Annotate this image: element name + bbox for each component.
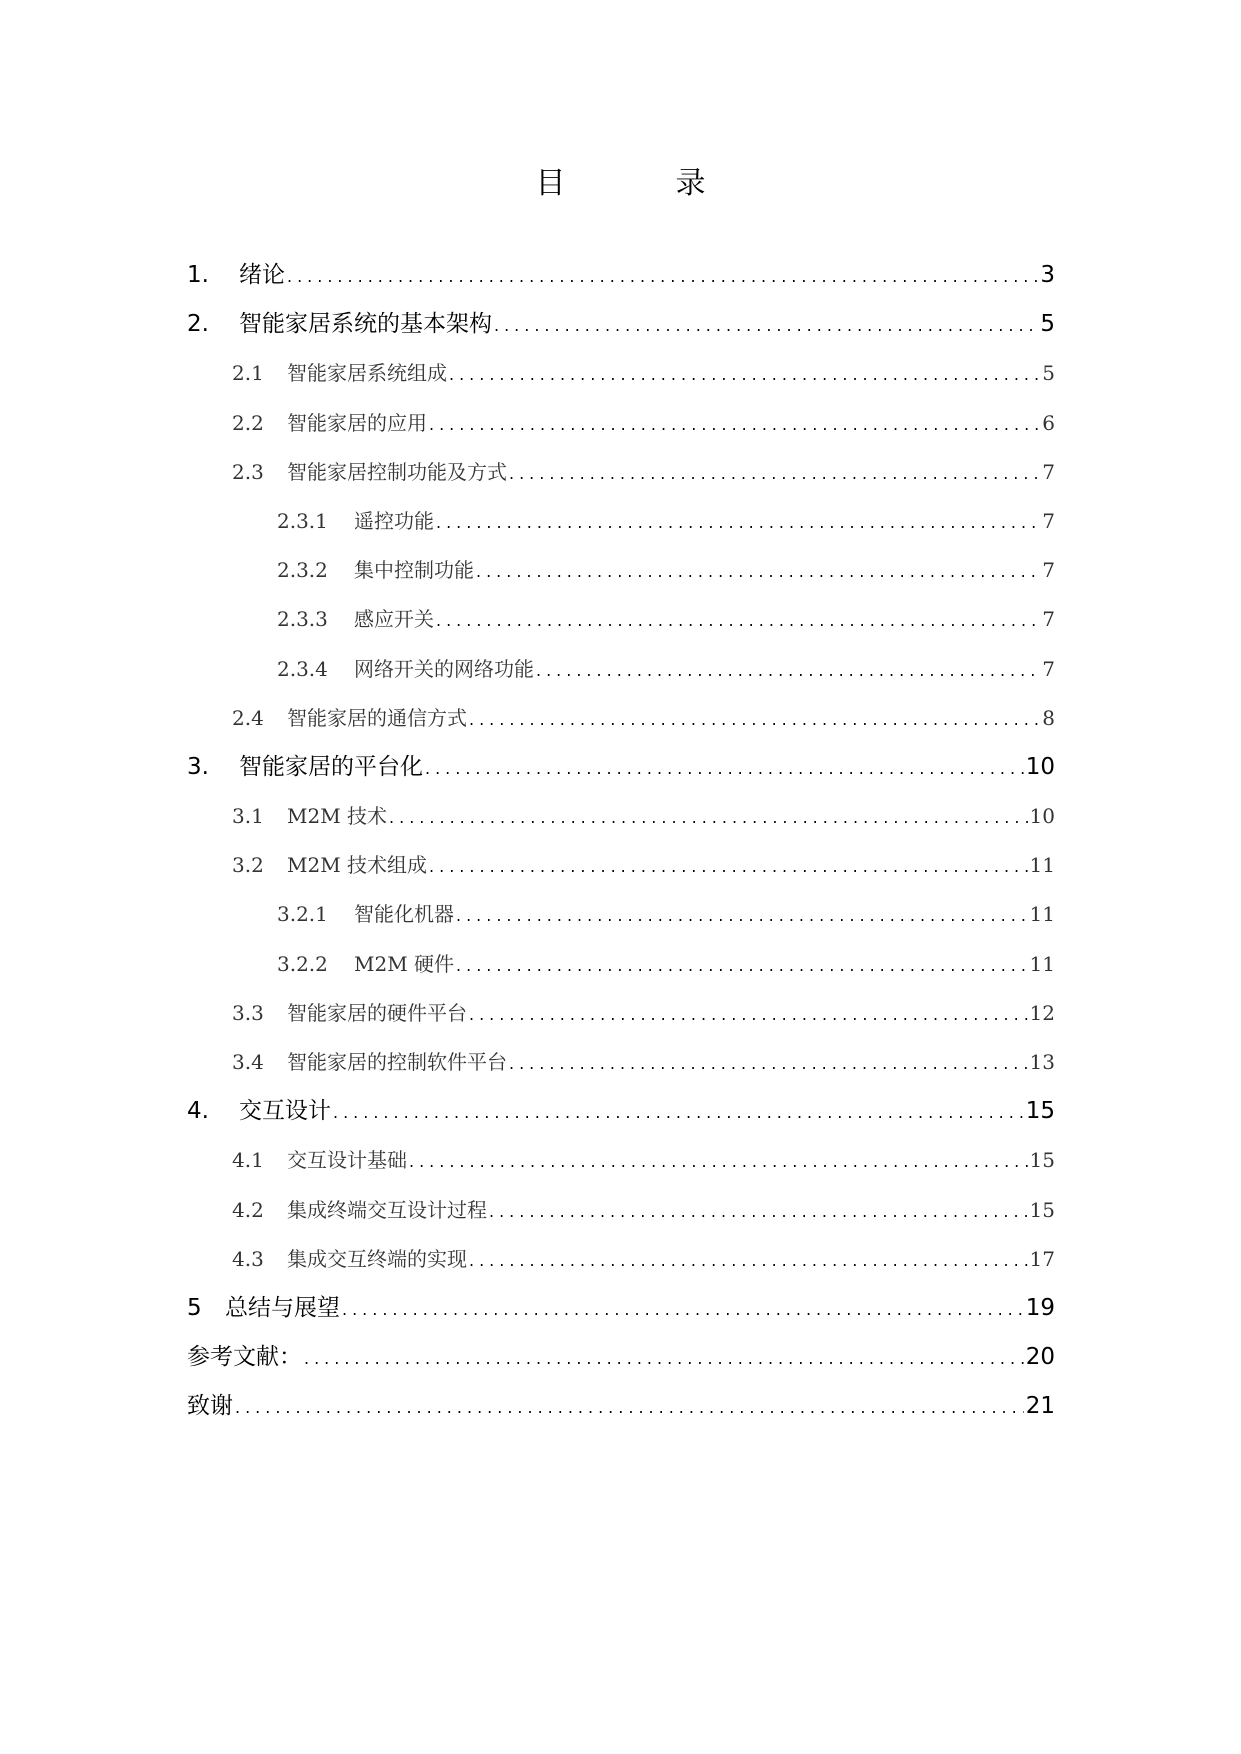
- toc-entry-page: 19: [1025, 1294, 1055, 1321]
- dot-leader: [429, 842, 1028, 891]
- toc-entry-number: 3.1: [232, 804, 264, 829]
- toc-entry-title: 智能化机器: [354, 902, 454, 927]
- toc-entry-page: 7: [1042, 607, 1055, 632]
- toc-entry[interactable]: [187, 1235, 1055, 1284]
- dot-leader: [425, 744, 1024, 793]
- toc-entry[interactable]: [187, 792, 1055, 841]
- toc-entry-page: 11: [1029, 902, 1055, 927]
- toc-entry-number: 2.2: [232, 410, 264, 435]
- toc-entry[interactable]: [187, 251, 1055, 300]
- toc-entry-page: 13: [1029, 1050, 1055, 1074]
- toc-entry[interactable]: [187, 349, 1055, 398]
- toc-entry-page: 5: [1042, 361, 1055, 386]
- dot-leader: [469, 990, 1028, 1039]
- toc-entry-title: 智能家居控制功能及方式: [287, 459, 507, 484]
- toc-entry-page: 7: [1042, 508, 1055, 533]
- toc-entry-number: 2.4: [232, 705, 264, 730]
- toc-entry[interactable]: [187, 399, 1055, 448]
- toc-entry[interactable]: [187, 595, 1055, 644]
- toc-entry-number: 3.2.1: [277, 902, 328, 927]
- dot-leader: [389, 793, 1028, 842]
- toc-entry-title: 集成交互终端的实现: [287, 1246, 467, 1271]
- toc-entry-title: 网络开关的网络功能: [354, 656, 534, 681]
- dot-leader: [304, 1334, 1024, 1383]
- dot-leader: [235, 1383, 1024, 1432]
- toc-entry-number: 3.2.2: [277, 951, 328, 976]
- toc-entry-page: 15: [1029, 1148, 1055, 1173]
- toc-entry-number: 2.1: [232, 361, 264, 386]
- toc-entry[interactable]: [187, 890, 1055, 939]
- toc-entry[interactable]: [187, 497, 1055, 546]
- toc-entry[interactable]: [187, 694, 1055, 743]
- toc-entry-number: 2.3.1: [277, 508, 328, 533]
- table-of-contents: [187, 251, 1055, 1432]
- toc-entry-page: 10: [1025, 753, 1055, 780]
- toc-entry-title: 致谢: [187, 1393, 233, 1420]
- toc-entry[interactable]: [187, 300, 1055, 349]
- dot-leader: [342, 1285, 1024, 1334]
- toc-entry-title: 智能家居系统的基本架构: [239, 311, 492, 338]
- toc-entry-number: 4.2: [232, 1197, 264, 1222]
- toc-entry-title: 智能家居的控制软件平台: [287, 1050, 507, 1074]
- dot-leader: [456, 941, 1028, 990]
- toc-entry-page: 7: [1042, 656, 1055, 681]
- toc-entry-number: 3.: [187, 753, 209, 780]
- toc-entry-title: 智能家居的通信方式: [287, 705, 467, 730]
- toc-entry-title: 智能家居系统组成: [287, 361, 447, 386]
- toc-entry-page: 11: [1029, 951, 1055, 976]
- toc-entry[interactable]: [187, 743, 1055, 792]
- toc-entry-title: 智能家居的硬件平台: [287, 1000, 467, 1025]
- toc-entry[interactable]: [187, 940, 1055, 989]
- toc-entry-number: 4.1: [232, 1148, 264, 1173]
- dot-leader: [536, 646, 1040, 695]
- toc-entry-title: 集成终端交互设计过程: [287, 1197, 487, 1222]
- toc-entry[interactable]: [187, 546, 1055, 595]
- dot-leader: [287, 252, 1038, 301]
- toc-entry-title: 参考文献：: [187, 1344, 302, 1371]
- toc-entry-number: 2.3: [232, 459, 264, 484]
- toc-entry-title: M2M 硬件: [354, 951, 455, 976]
- toc-entry-title: 智能家居的平台化: [239, 753, 423, 780]
- toc-entry-page: 7: [1042, 558, 1055, 583]
- toc-entry-number: 4.: [187, 1098, 209, 1125]
- toc-entry-number: 3.2: [232, 853, 264, 878]
- toc-entry-title: 交互设计基础: [287, 1148, 407, 1173]
- toc-entry-number: 2.3.3: [277, 607, 328, 632]
- toc-entry-title: 智能家居的应用: [287, 410, 427, 435]
- toc-entry[interactable]: [187, 1186, 1055, 1235]
- toc-entry[interactable]: [187, 1333, 1055, 1382]
- toc-entry-title: 遥控功能: [354, 508, 434, 533]
- toc-entry-number: 2.: [187, 311, 209, 338]
- toc-entry-page: 7: [1042, 459, 1055, 484]
- toc-entry-number: 1.: [187, 262, 209, 288]
- dot-leader: [449, 350, 1040, 399]
- toc-entry-page: 8: [1042, 705, 1055, 730]
- dot-leader: [494, 301, 1038, 350]
- toc-entry-title: 交互设计: [239, 1098, 331, 1125]
- dot-leader: [469, 695, 1040, 744]
- dot-leader: [436, 498, 1040, 547]
- toc-entry[interactable]: [187, 989, 1055, 1038]
- toc-entry-number: 4.3: [232, 1246, 264, 1271]
- dot-leader: [476, 547, 1040, 596]
- toc-entry[interactable]: [187, 1382, 1055, 1431]
- toc-entry-number: 5: [187, 1294, 202, 1321]
- toc-entry[interactable]: [187, 645, 1055, 694]
- toc-entry-page: 17: [1029, 1246, 1055, 1271]
- toc-entry-title: M2M 技术组成: [287, 853, 428, 878]
- dot-leader: [436, 596, 1040, 645]
- toc-entry-title: 绪论: [239, 262, 285, 288]
- toc-entry-number: 2.3.2: [277, 558, 328, 583]
- toc-entry-page: 5: [1040, 311, 1055, 338]
- toc-entry-page: 15: [1025, 1098, 1055, 1125]
- toc-entry[interactable]: [187, 1136, 1055, 1185]
- toc-entry-page: 10: [1029, 804, 1055, 829]
- toc-entry-title: 集中控制功能: [354, 558, 474, 583]
- dot-leader: [429, 400, 1040, 449]
- toc-entry[interactable]: [187, 1087, 1055, 1136]
- toc-entry-page: 21: [1025, 1393, 1055, 1420]
- toc-entry-title: 感应开关: [354, 607, 434, 632]
- toc-entry-number: 3.4: [232, 1050, 264, 1074]
- toc-entry-page: 15: [1029, 1197, 1055, 1222]
- dot-leader: [409, 1137, 1028, 1186]
- dot-leader: [456, 891, 1028, 940]
- toc-entry-page: 20: [1025, 1344, 1055, 1371]
- toc-entry-title: M2M 技术: [287, 804, 388, 829]
- dot-leader: [509, 1039, 1028, 1088]
- dot-leader: [333, 1088, 1024, 1137]
- toc-entry[interactable]: [187, 1038, 1055, 1087]
- toc-entry-page: 11: [1029, 853, 1055, 878]
- toc-entry[interactable]: [187, 448, 1055, 497]
- toc-entry-title: 总结与展望: [225, 1294, 340, 1321]
- toc-entry[interactable]: [187, 1284, 1055, 1333]
- toc-entry-number: 3.3: [232, 1000, 264, 1025]
- dot-leader: [489, 1187, 1028, 1236]
- page-title: 目 录: [535, 166, 746, 201]
- toc-entry-number: 2.3.4: [277, 656, 328, 681]
- toc-entry[interactable]: [187, 841, 1055, 890]
- toc-entry-page: 6: [1042, 410, 1055, 435]
- toc-entry-page: 12: [1029, 1000, 1055, 1025]
- dot-leader: [509, 449, 1040, 498]
- dot-leader: [469, 1236, 1028, 1285]
- toc-entry-page: 3: [1040, 262, 1055, 288]
